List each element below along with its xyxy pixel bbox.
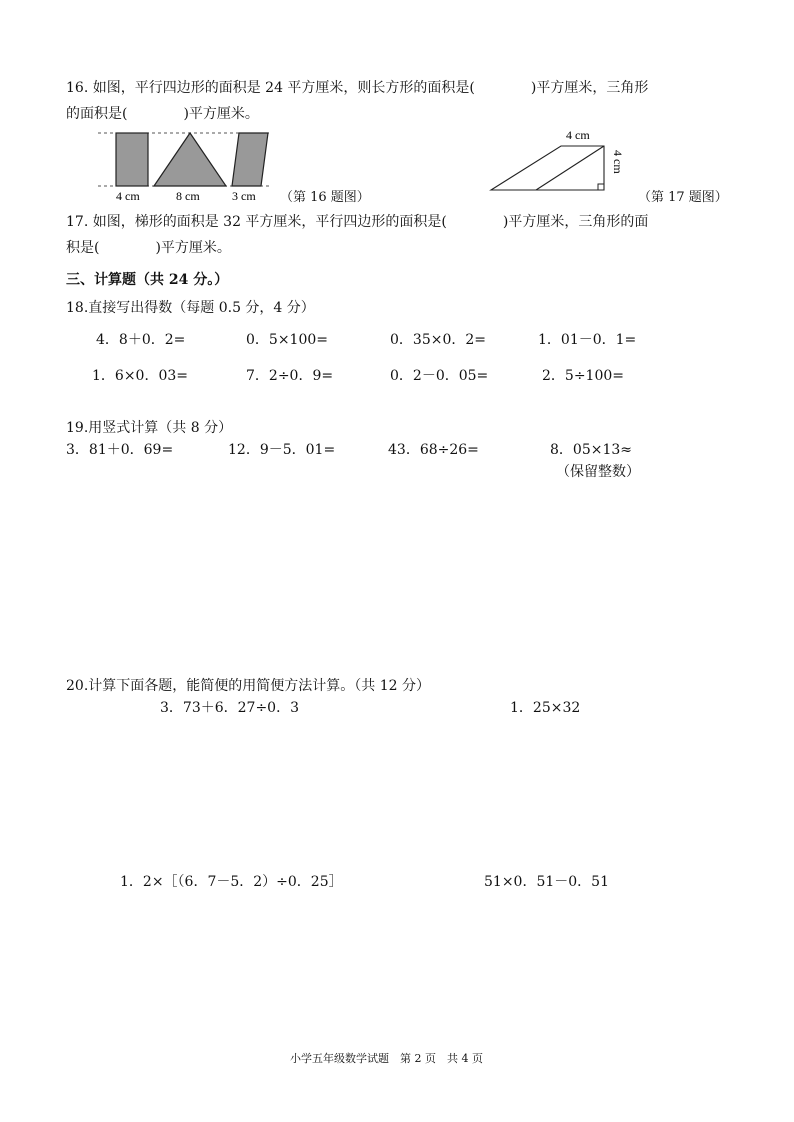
q16-dim-3: 3 cm: [232, 189, 256, 203]
q18-item-2: 0．5×100=: [246, 332, 328, 348]
q17-side-dim: 4 cm: [611, 150, 625, 174]
q20-item-4: 51×0．51－0．51: [484, 874, 609, 890]
q19-note: （保留整数）: [556, 464, 640, 480]
q16-line1: 16. 如图，平行四边形的面积是 24 平方厘米，则长方形的面积是( )平方厘米，三角形: [66, 80, 649, 96]
q19-title: 19.用竖式计算（共 8 分）: [66, 420, 233, 436]
q19-item-2: 12．9－5．01=: [228, 442, 336, 458]
q20-item-1: 3．73＋6．27÷0．3: [160, 700, 299, 716]
q19-item-3: 43．68÷26=: [388, 442, 479, 458]
q16-dim-1: 4 cm: [116, 189, 140, 203]
q16-line2: 的面积是( )平方厘米。: [66, 106, 259, 122]
q17-line2: 积是( )平方厘米。: [66, 240, 231, 256]
q19-item-4: 8．05×13≈: [550, 442, 632, 458]
parallelogram-shape: [232, 133, 268, 186]
q17-top-dim: 4 cm: [566, 128, 590, 142]
q18-title: 18.直接写出得数（每题 0.5 分，4 分）: [66, 300, 315, 316]
rectangle-shape: [116, 133, 148, 186]
q16-dim-2: 8 cm: [176, 189, 200, 203]
q18-item-8: 2．5÷100=: [542, 368, 624, 384]
q20-item-3: 1．2×［（6．7－5．2）÷0．25］: [120, 874, 343, 890]
q19-item-1: 3．81＋0．69=: [66, 442, 174, 458]
trapezoid-shape: [491, 146, 604, 190]
q16-figure: [96, 128, 276, 204]
q16-caption: （第 16 题图）: [280, 190, 370, 205]
q18-item-1: 4．8＋0．2=: [96, 332, 186, 348]
section3-title: 三、计算题（共 24 分。）: [66, 272, 229, 288]
q18-item-4: 1．01－0．1=: [538, 332, 637, 348]
q18-item-7: 0．2－0．05=: [390, 368, 489, 384]
q20-title: 20.计算下面各题，能简便的用简便方法计算。（共 12 分）: [66, 678, 430, 694]
q18-item-5: 1．6×0．03=: [92, 368, 188, 384]
q17-figure: [488, 126, 634, 194]
q17-line1: 17. 如图，梯形的面积是 32 平方厘米，平行四边形的面积是( )平方厘米，三角形的面: [66, 214, 649, 230]
q17-caption: （第 17 题图）: [638, 190, 728, 205]
q20-item-2: 1．25×32: [510, 700, 581, 716]
triangle-shape: [154, 133, 226, 186]
page-footer: 小学五年级数学试题 第 2 页 共 4 页: [290, 1052, 483, 1065]
q18-item-3: 0．35×0．2=: [390, 332, 486, 348]
q18-item-6: 7．2÷0．9=: [246, 368, 334, 384]
